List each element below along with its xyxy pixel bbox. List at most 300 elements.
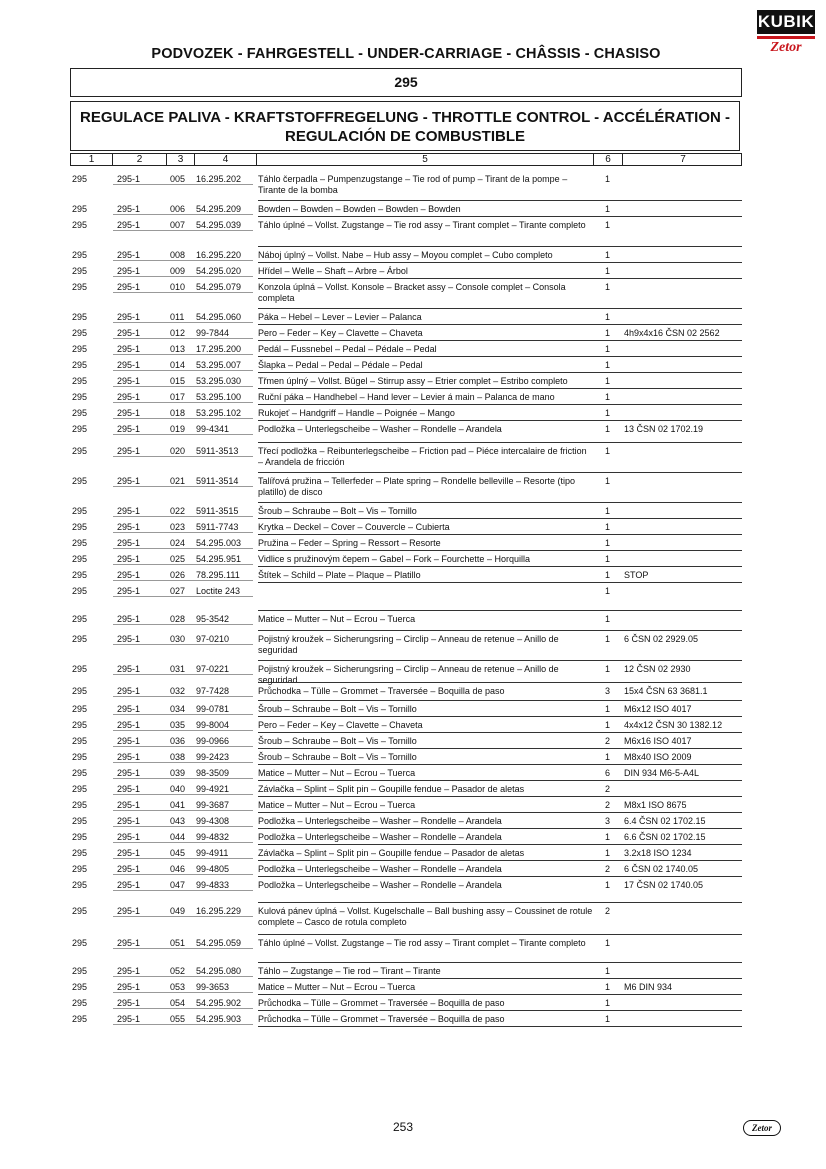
col-subgroup: 295-1 bbox=[117, 328, 141, 338]
col-quantity: 1 bbox=[605, 752, 611, 762]
row-underline bbox=[113, 624, 253, 625]
col-group: 295 bbox=[72, 266, 88, 276]
col-group: 295 bbox=[72, 328, 88, 338]
col-position: 007 bbox=[170, 220, 186, 230]
row-underline bbox=[113, 354, 253, 355]
col-part-number: 99-2423 bbox=[196, 752, 230, 762]
col-subgroup: 295-1 bbox=[117, 282, 141, 292]
col-group: 295 bbox=[72, 174, 88, 184]
col-part-number: 95-3542 bbox=[196, 614, 230, 624]
row-divider bbox=[258, 278, 742, 279]
col-quantity: 1 bbox=[605, 938, 611, 948]
col-description: Pojistný kroužek – Sicherungsring – Circlip – Anneau de retenue – Anillo de seguridad bbox=[258, 664, 559, 685]
row-divider bbox=[258, 732, 742, 733]
col-position: 051 bbox=[170, 938, 186, 948]
row-underline bbox=[113, 596, 253, 597]
col-position: 046 bbox=[170, 864, 186, 874]
row-divider bbox=[258, 550, 742, 551]
col-part-number: 5911-3513 bbox=[196, 446, 239, 456]
col-quantity: 3 bbox=[605, 816, 611, 826]
col-subgroup: 295-1 bbox=[117, 174, 141, 184]
col-quantity: 1 bbox=[605, 634, 611, 644]
col-description: Třecí podložka – Reibunterlegscheibe – Friction pad – Piéce intercalaire de friction – Arandela de fricción bbox=[258, 446, 587, 467]
col-position: 043 bbox=[170, 816, 186, 826]
col-position: 030 bbox=[170, 634, 186, 644]
col-description: Náboj úplný – Vollst. Nabe – Hub assy – Moyou complet – Cubo completo bbox=[258, 250, 553, 260]
col-subgroup: 295-1 bbox=[117, 570, 141, 580]
col-quantity: 1 bbox=[605, 204, 611, 214]
col-note: 6.6 ČSN 02 1702.15 bbox=[624, 832, 706, 842]
col-description: Pero – Feder – Key – Clavette – Chaveta bbox=[258, 720, 423, 730]
col-group: 295 bbox=[72, 816, 88, 826]
col-quantity: 1 bbox=[605, 392, 611, 402]
col-description: Kulová pánev úplná – Vollst. Kugelschalle – Ball bushing assy – Coussinet de rotule complete – Casco de rotula completo bbox=[258, 906, 593, 927]
col-quantity: 1 bbox=[605, 966, 611, 976]
col-note: M8x1 ISO 8675 bbox=[624, 800, 687, 810]
col-part-number: 54.295.020 bbox=[196, 266, 242, 276]
col-note: 6 ČSN 02 1740.05 bbox=[624, 864, 699, 874]
col-part-number: 99-4911 bbox=[196, 848, 229, 858]
col-subgroup: 295-1 bbox=[117, 864, 141, 874]
row-underline bbox=[113, 516, 253, 517]
row-underline bbox=[113, 730, 253, 731]
col-group: 295 bbox=[72, 312, 88, 322]
row-underline bbox=[113, 810, 253, 811]
row-divider bbox=[258, 262, 742, 263]
col-part-number: 99-4832 bbox=[196, 832, 230, 842]
row-divider bbox=[258, 934, 742, 935]
row-underline bbox=[113, 322, 253, 323]
row-divider bbox=[258, 716, 742, 717]
col-quantity: 1 bbox=[605, 376, 611, 386]
col-position: 017 bbox=[170, 392, 186, 402]
col-description: Konzola úplná – Vollst. Konsole – Bracket assy – Console complet – Consola completa bbox=[258, 282, 566, 303]
col-description: Matice – Mutter – Nut – Ecrou – Tuerca bbox=[258, 768, 416, 778]
col-group: 295 bbox=[72, 204, 88, 214]
row-divider bbox=[258, 246, 742, 247]
col-subgroup: 295-1 bbox=[117, 204, 141, 214]
col-position: 041 bbox=[170, 800, 186, 810]
col-subgroup: 295-1 bbox=[117, 998, 141, 1008]
col-position: 019 bbox=[170, 424, 186, 434]
column-header-5: 5 bbox=[257, 154, 594, 165]
col-group: 295 bbox=[72, 424, 88, 434]
col-group: 295 bbox=[72, 476, 88, 486]
col-subgroup: 295-1 bbox=[117, 634, 141, 644]
col-quantity: 1 bbox=[605, 880, 611, 890]
row-underline bbox=[113, 230, 253, 231]
col-subgroup: 295-1 bbox=[117, 554, 141, 564]
col-description: Šlapka – Pedal – Pedal – Pédale – Pedal bbox=[258, 360, 423, 370]
col-quantity: 2 bbox=[605, 864, 611, 874]
col-group: 295 bbox=[72, 634, 88, 644]
row-divider bbox=[258, 308, 742, 309]
col-group: 295 bbox=[72, 376, 88, 386]
col-subgroup: 295-1 bbox=[117, 982, 141, 992]
col-part-number: 99-7844 bbox=[196, 328, 230, 338]
row-underline bbox=[113, 644, 253, 645]
col-quantity: 6 bbox=[605, 768, 611, 778]
col-group: 295 bbox=[72, 506, 88, 516]
col-subgroup: 295-1 bbox=[117, 506, 141, 516]
row-divider bbox=[258, 828, 742, 829]
section-title-line1: REGULACE PALIVA - KRAFTSTOFFREGELUNG - THROTTLE CONTROL - ACCÉLÉRATION - bbox=[80, 109, 730, 126]
col-quantity: 1 bbox=[605, 312, 611, 322]
row-underline bbox=[113, 874, 253, 875]
row-underline bbox=[113, 292, 253, 293]
row-divider bbox=[258, 610, 742, 611]
col-description: Třmen úplný – Vollst. Bügel – Stirrup assy – Etrier complet – Estribo completo bbox=[258, 376, 568, 386]
row-divider bbox=[258, 660, 742, 661]
col-quantity: 1 bbox=[605, 704, 611, 714]
col-position: 015 bbox=[170, 376, 186, 386]
col-description: Rukojeť – Handgriff – Handle – Poignée – Mango bbox=[258, 408, 455, 418]
col-group: 295 bbox=[72, 832, 88, 842]
col-description: Podložka – Unterlegscheibe – Washer – Rondelle – Arandela bbox=[258, 816, 502, 826]
row-divider bbox=[258, 340, 742, 341]
col-part-number: 53.295.007 bbox=[196, 360, 242, 370]
col-subgroup: 295-1 bbox=[117, 220, 141, 230]
col-description: Průchodka – Tülle – Grommet – Traversée – Boquilla de paso bbox=[258, 686, 505, 696]
col-group: 295 bbox=[72, 220, 88, 230]
col-description: Pojistný kroužek – Sicherungsring – Circlip – Anneau de retenue – Anillo de seguridad bbox=[258, 634, 559, 655]
col-note: M6x12 ISO 4017 bbox=[624, 704, 692, 714]
col-position: 055 bbox=[170, 1014, 186, 1024]
col-description: Vidlice s pružinovým čepem – Gabel – Fork – Fourchette – Horquilla bbox=[258, 554, 530, 564]
row-divider bbox=[258, 216, 742, 217]
col-group: 295 bbox=[72, 880, 88, 890]
kubik-zetor-logo bbox=[757, 10, 815, 60]
col-subgroup: 295-1 bbox=[117, 768, 141, 778]
col-subgroup: 295-1 bbox=[117, 752, 141, 762]
row-underline bbox=[113, 532, 253, 533]
col-subgroup: 295-1 bbox=[117, 376, 141, 386]
col-description: Ruční páka – Handhebel – Hand lever – Levier á main – Palanca de mano bbox=[258, 392, 555, 402]
column-header-2: 2 bbox=[113, 154, 167, 165]
row-underline bbox=[113, 580, 253, 581]
col-part-number: 99-3687 bbox=[196, 800, 230, 810]
col-group: 295 bbox=[72, 250, 88, 260]
col-part-number: 54.295.060 bbox=[196, 312, 242, 322]
logo-sub: Zetor bbox=[770, 40, 802, 55]
col-position: 038 bbox=[170, 752, 186, 762]
row-divider bbox=[258, 356, 742, 357]
column-header bbox=[70, 153, 742, 166]
row-underline bbox=[113, 276, 253, 277]
row-divider bbox=[258, 844, 742, 845]
col-position: 032 bbox=[170, 686, 186, 696]
col-position: 028 bbox=[170, 614, 186, 624]
col-subgroup: 295-1 bbox=[117, 720, 141, 730]
col-position: 034 bbox=[170, 704, 186, 714]
col-group: 295 bbox=[72, 752, 88, 762]
col-quantity: 1 bbox=[605, 554, 611, 564]
col-quantity: 2 bbox=[605, 906, 611, 916]
col-group: 295 bbox=[72, 392, 88, 402]
row-underline bbox=[113, 456, 253, 457]
col-part-number: 54.295.003 bbox=[196, 538, 242, 548]
col-note: STOP bbox=[624, 570, 649, 580]
col-subgroup: 295-1 bbox=[117, 664, 141, 674]
col-subgroup: 295-1 bbox=[117, 784, 141, 794]
col-position: 012 bbox=[170, 328, 186, 338]
col-part-number: 54.295.080 bbox=[196, 966, 242, 976]
col-part-number: 54.295.039 bbox=[196, 220, 242, 230]
col-position: 047 bbox=[170, 880, 186, 890]
col-position: 020 bbox=[170, 446, 186, 456]
row-underline bbox=[113, 338, 253, 339]
col-note: 4x4x12 ČSN 30 1382.12 bbox=[624, 720, 723, 730]
col-position: 024 bbox=[170, 538, 186, 548]
zetor-footer-logo: Zetor bbox=[743, 1120, 781, 1136]
col-group: 295 bbox=[72, 720, 88, 730]
col-position: 040 bbox=[170, 784, 186, 794]
col-quantity: 2 bbox=[605, 736, 611, 746]
col-subgroup: 295-1 bbox=[117, 906, 141, 916]
row-divider bbox=[258, 200, 742, 201]
col-position: 035 bbox=[170, 720, 186, 730]
col-description: Matice – Mutter – Nut – Ecrou – Tuerca bbox=[258, 614, 416, 624]
col-part-number: 98-3509 bbox=[196, 768, 230, 778]
col-note: DIN 934 M6-5-A4L bbox=[624, 768, 700, 778]
col-description: Talířová pružina – Tellerfeder – Plate spring – Rondelle belleville – Resorte (tipo platillo) de disco bbox=[258, 476, 576, 497]
col-position: 031 bbox=[170, 664, 186, 674]
col-part-number: 54.295.951 bbox=[196, 554, 242, 564]
row-underline bbox=[113, 890, 253, 891]
col-part-number: 99-0966 bbox=[196, 736, 230, 746]
col-description: Závlačka – Splint – Split pin – Goupille fendue – Pasador de aletas bbox=[258, 784, 525, 794]
col-position: 008 bbox=[170, 250, 186, 260]
col-position: 011 bbox=[170, 312, 185, 322]
col-quantity: 1 bbox=[605, 1014, 611, 1024]
row-divider bbox=[258, 700, 742, 701]
col-description: Šroub – Schraube – Bolt – Vis – Tornillo bbox=[258, 704, 417, 714]
col-quantity: 1 bbox=[605, 720, 611, 730]
col-part-number: 99-8004 bbox=[196, 720, 230, 730]
col-quantity: 1 bbox=[605, 570, 611, 580]
row-divider bbox=[258, 796, 742, 797]
page-number: 253 bbox=[393, 1120, 414, 1134]
col-part-number: 99-0781 bbox=[196, 704, 230, 714]
col-quantity: 1 bbox=[605, 446, 611, 456]
row-divider bbox=[258, 372, 742, 373]
row-underline bbox=[113, 826, 253, 827]
row-divider bbox=[258, 764, 742, 765]
col-group: 295 bbox=[72, 282, 88, 292]
row-underline bbox=[113, 1024, 253, 1025]
col-quantity: 1 bbox=[605, 982, 611, 992]
col-part-number: 99-4308 bbox=[196, 816, 230, 826]
col-quantity: 1 bbox=[605, 586, 611, 596]
row-underline bbox=[113, 746, 253, 747]
col-position: 013 bbox=[170, 344, 186, 354]
col-description: Táhlo úplné – Vollst. Zugstange – Tie rod assy – Tirant complet – Tirante completo bbox=[258, 220, 586, 230]
row-underline bbox=[113, 402, 253, 403]
col-part-number: 97-0221 bbox=[196, 664, 230, 674]
col-group: 295 bbox=[72, 998, 88, 1008]
col-quantity: 2 bbox=[605, 784, 611, 794]
col-part-number: 97-7428 bbox=[196, 686, 230, 696]
row-divider bbox=[258, 978, 742, 979]
col-subgroup: 295-1 bbox=[117, 614, 141, 624]
col-position: 005 bbox=[170, 174, 186, 184]
col-group: 295 bbox=[72, 614, 88, 624]
col-note: M6x16 ISO 4017 bbox=[624, 736, 692, 746]
col-subgroup: 295-1 bbox=[117, 424, 141, 434]
col-group: 295 bbox=[72, 686, 88, 696]
col-part-number: 54.295.209 bbox=[196, 204, 242, 214]
row-divider bbox=[258, 566, 742, 567]
row-divider bbox=[258, 442, 742, 443]
col-description: Štítek – Schild – Plate – Plaque – Platillo bbox=[258, 570, 421, 580]
col-subgroup: 295-1 bbox=[117, 522, 141, 532]
col-subgroup: 295-1 bbox=[117, 816, 141, 826]
col-subgroup: 295-1 bbox=[117, 736, 141, 746]
col-group: 295 bbox=[72, 906, 88, 916]
col-subgroup: 295-1 bbox=[117, 880, 141, 890]
col-part-number: 99-4921 bbox=[196, 784, 230, 794]
group-number: 295 bbox=[70, 68, 742, 97]
col-quantity: 1 bbox=[605, 522, 611, 532]
col-part-number: 99-4341 bbox=[196, 424, 230, 434]
col-quantity: 1 bbox=[605, 344, 611, 354]
col-subgroup: 295-1 bbox=[117, 446, 141, 456]
col-group: 295 bbox=[72, 446, 88, 456]
col-group: 295 bbox=[72, 522, 88, 532]
row-divider bbox=[258, 682, 742, 683]
col-quantity: 1 bbox=[605, 998, 611, 1008]
col-group: 295 bbox=[72, 938, 88, 948]
col-description: Šroub – Schraube – Bolt – Vis – Tornillo bbox=[258, 752, 417, 762]
col-subgroup: 295-1 bbox=[117, 848, 141, 858]
col-description: Hřídel – Welle – Shaft – Arbre – Árbol bbox=[258, 266, 408, 276]
row-underline bbox=[113, 992, 253, 993]
col-subgroup: 295-1 bbox=[117, 938, 141, 948]
col-group: 295 bbox=[72, 864, 88, 874]
row-underline bbox=[113, 564, 253, 565]
col-subgroup: 295-1 bbox=[117, 538, 141, 548]
col-group: 295 bbox=[72, 554, 88, 564]
col-group: 295 bbox=[72, 800, 88, 810]
section-title bbox=[70, 101, 740, 151]
col-subgroup: 295-1 bbox=[117, 1014, 141, 1024]
col-description: Podložka – Unterlegscheibe – Washer – Rondelle – Arandela bbox=[258, 424, 502, 434]
col-description: Bowden – Bowden – Bowden – Bowden – Bowden bbox=[258, 204, 461, 214]
row-divider bbox=[258, 420, 742, 421]
logo-brand: KUBIK bbox=[757, 10, 815, 34]
col-subgroup: 295-1 bbox=[117, 586, 141, 596]
col-part-number: 99-3653 bbox=[196, 982, 230, 992]
col-part-number: 16.295.229 bbox=[196, 906, 242, 916]
col-part-number: 97-0210 bbox=[196, 634, 230, 644]
col-note: 3.2x18 ISO 1234 bbox=[624, 848, 692, 858]
row-underline bbox=[113, 948, 253, 949]
col-part-number: 17.295.200 bbox=[196, 344, 242, 354]
col-description: Pero – Feder – Key – Clavette – Chaveta bbox=[258, 328, 423, 338]
col-quantity: 1 bbox=[605, 832, 611, 842]
section-title-line2: REGULACIÓN DE COMBUSTIBLE bbox=[285, 128, 525, 145]
col-group: 295 bbox=[72, 1014, 88, 1024]
col-quantity: 2 bbox=[605, 800, 611, 810]
row-divider bbox=[258, 388, 742, 389]
col-position: 049 bbox=[170, 906, 186, 916]
col-position: 021 bbox=[170, 476, 186, 486]
col-subgroup: 295-1 bbox=[117, 250, 141, 260]
col-part-number: 54.295.079 bbox=[196, 282, 242, 292]
col-quantity: 1 bbox=[605, 408, 611, 418]
col-quantity: 1 bbox=[605, 424, 611, 434]
row-underline bbox=[113, 696, 253, 697]
row-underline bbox=[113, 842, 253, 843]
col-position: 018 bbox=[170, 408, 186, 418]
row-divider bbox=[258, 472, 742, 473]
row-underline bbox=[113, 548, 253, 549]
row-underline bbox=[113, 434, 253, 435]
row-underline bbox=[113, 762, 253, 763]
col-subgroup: 295-1 bbox=[117, 408, 141, 418]
row-underline bbox=[113, 418, 253, 419]
col-group: 295 bbox=[72, 704, 88, 714]
row-divider bbox=[258, 404, 742, 405]
col-quantity: 1 bbox=[605, 538, 611, 548]
col-position: 044 bbox=[170, 832, 186, 842]
col-group: 295 bbox=[72, 784, 88, 794]
col-position: 052 bbox=[170, 966, 186, 976]
row-divider bbox=[258, 876, 742, 877]
col-subgroup: 295-1 bbox=[117, 312, 141, 322]
row-divider bbox=[258, 518, 742, 519]
col-quantity: 1 bbox=[605, 174, 611, 184]
col-group: 295 bbox=[72, 344, 88, 354]
col-description: Táhlo – Zugstange – Tie rod – Tirant – Tirante bbox=[258, 966, 441, 976]
col-subgroup: 295-1 bbox=[117, 686, 141, 696]
col-group: 295 bbox=[72, 408, 88, 418]
col-quantity: 1 bbox=[605, 328, 611, 338]
col-quantity: 1 bbox=[605, 848, 611, 858]
row-divider bbox=[258, 812, 742, 813]
row-underline bbox=[113, 386, 253, 387]
col-position: 023 bbox=[170, 522, 186, 532]
col-part-number: 16.295.220 bbox=[196, 250, 242, 260]
col-note: 6.4 ČSN 02 1702.15 bbox=[624, 816, 706, 826]
row-underline bbox=[113, 486, 253, 487]
col-note: 15x4 ČSN 63 3681.1 bbox=[624, 686, 708, 696]
page-title: PODVOZEK - FAHRGESTELL - UNDER-CARRIAGE - CHÂSSIS - CHASISO bbox=[151, 46, 661, 62]
col-quantity: 1 bbox=[605, 476, 611, 486]
col-description: Šroub – Schraube – Bolt – Vis – Tornillo bbox=[258, 506, 417, 516]
col-note: 13 ČSN 02 1702.19 bbox=[624, 424, 704, 434]
row-divider bbox=[258, 534, 742, 535]
column-header-3: 3 bbox=[167, 154, 195, 165]
col-part-number: Loctite 243 bbox=[196, 586, 241, 596]
col-description: Páka – Hebel – Lever – Levier – Palanca bbox=[258, 312, 422, 322]
col-subgroup: 295-1 bbox=[117, 476, 141, 486]
col-quantity: 1 bbox=[605, 506, 611, 516]
col-description: Táhlo čerpadla – Pumpenzugstange – Tie rod of pump – Tirant de la pompe – Tirante de la bomba bbox=[258, 174, 568, 195]
col-subgroup: 295-1 bbox=[117, 800, 141, 810]
row-divider bbox=[258, 324, 742, 325]
col-subgroup: 295-1 bbox=[117, 832, 141, 842]
row-divider bbox=[258, 780, 742, 781]
col-part-number: 99-4833 bbox=[196, 880, 230, 890]
col-description: Průchodka – Tülle – Grommet – Traversée – Boquilla de paso bbox=[258, 998, 505, 1008]
col-subgroup: 295-1 bbox=[117, 360, 141, 370]
col-description: Krytka – Deckel – Cover – Couvercle – Cubierta bbox=[258, 522, 450, 532]
col-description: Táhlo úplné – Vollst. Zugstange – Tie rod assy – Tirant complet – Tirante completo bbox=[258, 938, 586, 948]
col-position: 053 bbox=[170, 982, 186, 992]
col-part-number: 53.295.100 bbox=[196, 392, 242, 402]
row-underline bbox=[113, 916, 253, 917]
